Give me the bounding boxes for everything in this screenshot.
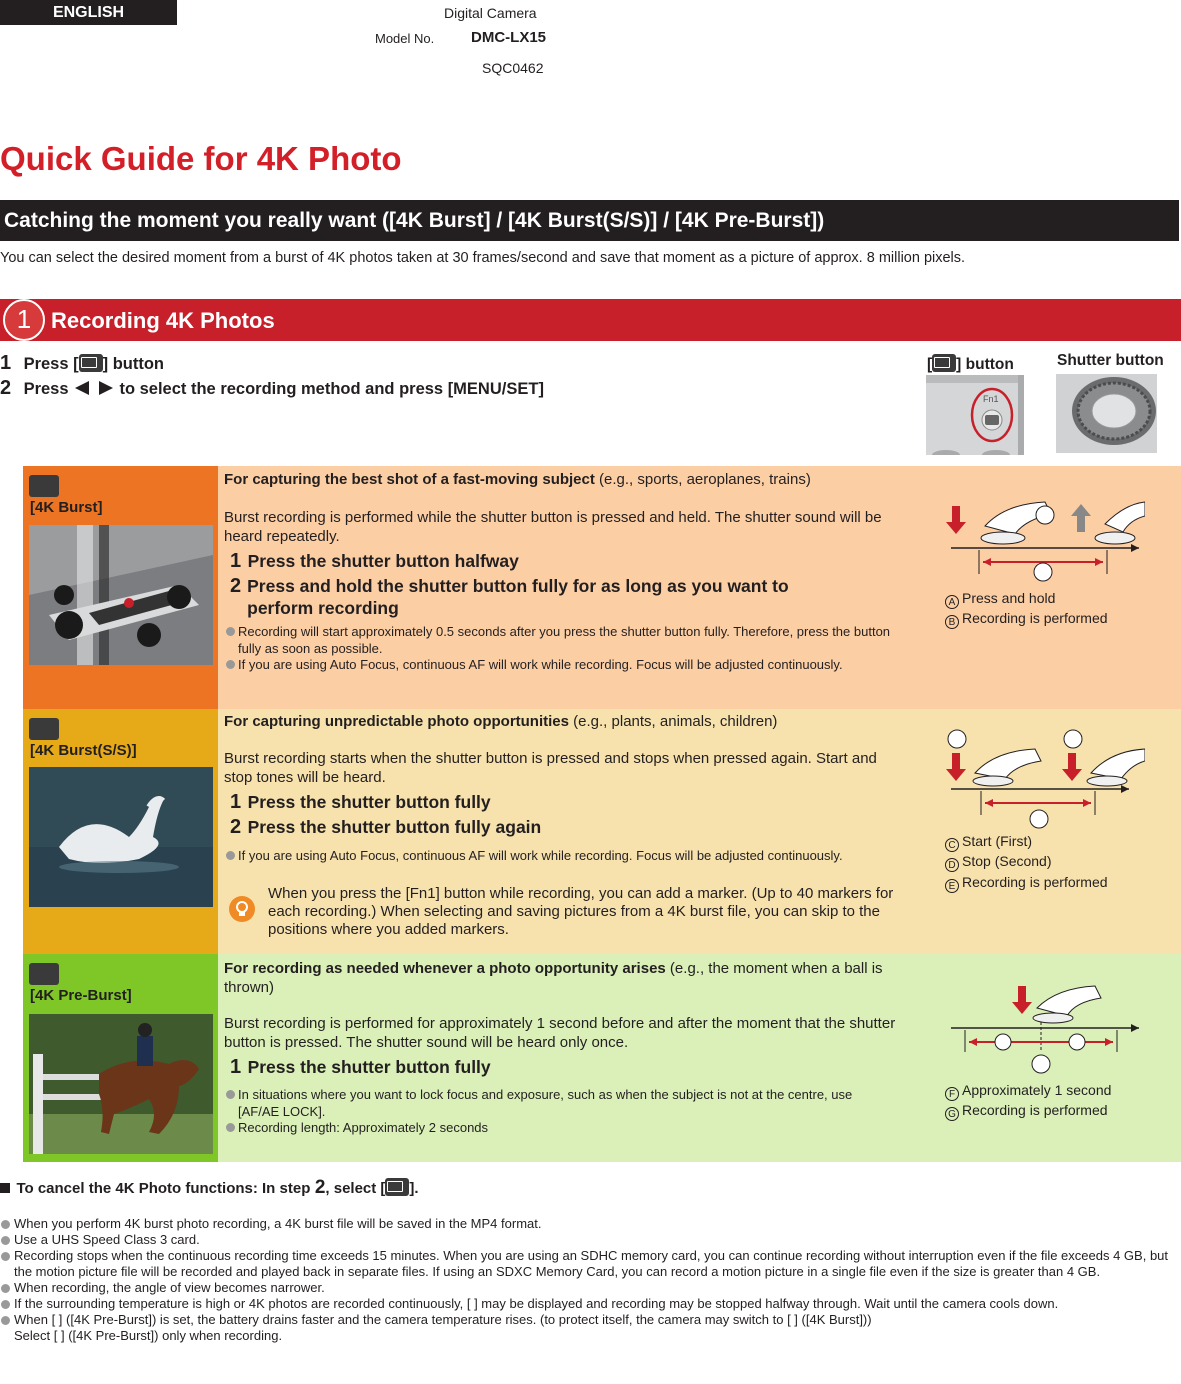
- 4k-button-label: [927, 354, 1014, 374]
- square-bullet-icon: [0, 1183, 10, 1193]
- step-text-post: ] button: [102, 355, 165, 373]
- headline-bold: For capturing the best shot of a fast-moving subject: [224, 471, 595, 488]
- shutter-button-photo: [1056, 374, 1157, 453]
- mode-step-1: [230, 1056, 491, 1079]
- footnote: [0, 1216, 1181, 1232]
- headline-bold: For recording as needed whenever a photo opportunity arises: [224, 960, 666, 977]
- legend-text: Recording is performed: [962, 610, 1108, 626]
- page-title: Quick Guide for 4K Photo: [0, 140, 402, 177]
- recording-step-1: [0, 352, 164, 375]
- headline-bold: For capturing unpredictable photo opportunities: [224, 713, 569, 730]
- horse-jump-photo: [29, 1014, 213, 1154]
- bullet-icon: [1, 1284, 10, 1293]
- recording-heading: Recording 4K Photos: [51, 308, 275, 333]
- footnote-text: Select [ ] ([4K Pre-Burst]) only when recording.: [14, 1328, 283, 1343]
- note: [226, 847, 846, 864]
- mode-step-1: [230, 791, 491, 814]
- fn1-label: Fn1: [983, 394, 999, 404]
- note: [226, 1119, 866, 1136]
- mode-step-2: [230, 575, 850, 619]
- headline: [224, 959, 924, 997]
- headline-rest: (e.g., plants, animals, children): [569, 713, 778, 730]
- tip-text: When you press the [Fn1] button while recording, you can add a marker. (Up to 40 markers for each recording.) When selecting and saving pictures from a 4K burst file, you can skip to the positions where you added markers.: [268, 885, 894, 938]
- 4k-burst-ss-description-cell: [218, 709, 1181, 954]
- footnote: [0, 1280, 1181, 1296]
- note-text: In situations where you want to lock focus and exposure, such as when the subject is not at the centre, use [AF/AE LOCK].: [238, 1087, 853, 1119]
- legend-text: Start (First): [962, 833, 1032, 849]
- note-text: If you are using Auto Focus, continuous AF will work while recording. Focus will be adjusted continuously.: [238, 657, 843, 672]
- cancel-instruction: [0, 1177, 419, 1199]
- legend-text: Recording is performed: [962, 874, 1108, 890]
- legend-key: E: [945, 879, 959, 893]
- bullet-icon: [1, 1220, 10, 1229]
- 4k-pre-burst-description-cell: [218, 954, 1181, 1162]
- note: [226, 623, 906, 657]
- note: [226, 1086, 866, 1120]
- headline: [224, 470, 924, 489]
- footnotes: [0, 1216, 1181, 1344]
- model-label: Model No.: [375, 31, 435, 46]
- note-text: Recording will start approximately 0.5 seconds after you press the shutter button fully. Therefore, press the button fully as soon as possible.: [238, 624, 891, 656]
- legend-text: Approximately 1 second: [962, 1082, 1112, 1098]
- bullet-icon: [1, 1252, 10, 1261]
- footnote: [0, 1232, 1181, 1248]
- step-number: 1: [230, 550, 242, 572]
- mode-step-2: [230, 816, 541, 839]
- cancel-step-number: 2: [314, 1177, 326, 1198]
- footnote: [0, 1248, 1181, 1280]
- step-text-pre: Press: [23, 380, 69, 398]
- note: [226, 656, 846, 673]
- legend-text: Press and hold: [962, 590, 1056, 606]
- bullet-icon: [226, 660, 235, 669]
- pre-burst-diagram: [945, 982, 1145, 1078]
- bullet-icon: [1, 1236, 10, 1245]
- description: Burst recording is performed while the shutter button is pressed and held. The shutter sound will be heard repeatedly.: [224, 509, 882, 545]
- step-number: 1: [0, 352, 12, 374]
- legend-key: G: [945, 1107, 959, 1121]
- step-text: Press the shutter button fully: [247, 792, 491, 812]
- footnote-text: If the surrounding temperature is high or 4K photos are recorded continuously, [ ] may be displayed and recording may be stopped halfway through. Wait until the camera cools down.: [14, 1296, 1059, 1311]
- bullet-icon: [226, 1090, 235, 1099]
- legend-key: F: [945, 1087, 959, 1101]
- step-text: Press the shutter button fully: [247, 1057, 491, 1077]
- 4k-burst-ss-mode-cell: [23, 709, 218, 954]
- step-text: Press and hold the shutter button fully for as long as you want to perform recording: [247, 576, 789, 618]
- bullet-icon: [226, 627, 235, 636]
- 4k-burst-ss-mode-icon: [29, 718, 59, 740]
- cancel-text-pre: To cancel the 4K Photo functions: In step: [16, 1180, 311, 1197]
- step-number: 1: [230, 1056, 242, 1078]
- mode-label: [4K Pre-Burst]: [30, 987, 132, 1004]
- start-stop-diagram: [945, 729, 1145, 831]
- mode-label: [4K Burst(S/S)]: [30, 742, 137, 759]
- shutter-button-label: Shutter button: [1057, 352, 1164, 369]
- left-right-arrows-icon: [73, 380, 115, 396]
- bullet-icon: [1, 1316, 10, 1325]
- recording-step-2: [0, 377, 544, 400]
- headline-rest: (e.g., the moment when a ball is thrown): [224, 960, 883, 996]
- model-number: DMC-LX15: [471, 29, 547, 46]
- legend-text: Stop (Second): [962, 853, 1052, 869]
- footnote: [0, 1312, 1181, 1328]
- 4k-burst-icon: [79, 354, 103, 372]
- lightbulb-icon: [228, 895, 256, 923]
- step-number: 1: [230, 791, 242, 813]
- legend-key: B: [945, 615, 959, 629]
- product-type: Digital Camera: [444, 5, 537, 21]
- 4k-off-icon: [385, 1178, 409, 1196]
- section-intro: You can select the desired moment from a burst of 4K photos taken at 30 frames/second and save that moment as a picture of approx. 8 million pixels.: [0, 250, 966, 266]
- footnote-text: When [ ] ([4K Pre-Burst]) is set, the battery drains faster and the camera temperature rises. (to protect itself, the camera may switch to [ ] ([4K Burst])): [14, 1312, 872, 1327]
- step-text: Press the shutter button fully again: [247, 817, 542, 837]
- swan-photo: [29, 767, 213, 907]
- footnote-text: When you perform 4K burst photo recording, a 4K burst file will be saved in the MP4 format.: [14, 1216, 542, 1231]
- doc-code: SQC0462: [482, 60, 544, 76]
- legend-item: [945, 1082, 1111, 1101]
- recording-section-number: 1: [3, 299, 45, 341]
- 4k-pre-burst-mode-icon: [29, 963, 59, 985]
- button-label-post: ] button: [956, 356, 1014, 373]
- footnote-text: Recording stops when the continuous recording time exceeds 15 minutes. When you are using an SDHC memory card, you can continue recording without interruption even if the file exceeds 4 GB, but the motion picture file will be recorded and played back in separate files. If using an SDXC Memory Card, you can record a motion picture in a single file even if the size is greater than 4 GB.: [14, 1248, 1169, 1279]
- footnote-text: When recording, the angle of view becomes narrower.: [14, 1280, 325, 1295]
- 4k-burst-description-cell: [218, 466, 1181, 709]
- 4k-burst-mode-icon: [29, 475, 59, 497]
- step-text: Press the shutter button halfway: [247, 551, 519, 571]
- button-label-pre: [: [927, 356, 933, 373]
- headline-rest: (e.g., sports, aeroplanes, trains): [594, 471, 811, 488]
- step-number: 2: [0, 377, 12, 399]
- note-text: If you are using Auto Focus, continuous AF will work while recording. Focus will be adjusted continuously.: [238, 848, 843, 863]
- note-text: Recording length: Approximately 2 seconds: [238, 1120, 489, 1135]
- step-number: 2: [230, 575, 242, 597]
- step-number: 2: [230, 816, 242, 838]
- section-heading: Catching the moment you really want ([4K Burst] / [4K Burst(S/S)] / [4K Pre-Burst]): [0, 200, 1179, 241]
- step-text-post: to select the recording method and press [MENU/SET]: [119, 380, 544, 398]
- footnote-continuation: [0, 1328, 1181, 1344]
- mode-step-1: [230, 550, 870, 573]
- bullet-icon: [1, 1300, 10, 1309]
- description: Burst recording is performed for approximately 1 second before and after the moment that the shutter button is pressed. The shutter sound will be heard only once.: [224, 1015, 896, 1051]
- bullet-icon: [226, 1123, 235, 1132]
- legend-key: D: [945, 858, 959, 872]
- cancel-text-mid: , select [: [325, 1180, 386, 1197]
- bullet-icon: [226, 851, 235, 860]
- legend-item: [945, 590, 1055, 609]
- legend-item: [945, 874, 1108, 893]
- legend-item: [945, 833, 1032, 852]
- language-label: ENGLISH: [0, 0, 177, 25]
- cancel-text-post: ].: [409, 1180, 419, 1197]
- 4k-pre-burst-mode-cell: [23, 954, 218, 1162]
- footnote-text: Use a UHS Speed Class 3 card.: [14, 1232, 200, 1247]
- legend-key: C: [945, 838, 959, 852]
- description: Burst recording starts when the shutter button is pressed and stops when pressed again. Start and stop tones will be heard.: [224, 750, 877, 786]
- legend-item: [945, 853, 1052, 872]
- legend-item: [945, 1102, 1108, 1121]
- step-text-pre: Press [: [23, 355, 79, 373]
- 4k-burst-icon: [932, 354, 956, 372]
- mode-label: [4K Burst]: [30, 499, 103, 516]
- footnote: [0, 1296, 1181, 1312]
- press-and-hold-diagram: [945, 494, 1145, 586]
- 4k-burst-mode-cell: [23, 466, 218, 709]
- legend-key: A: [945, 595, 959, 609]
- legend-text: Recording is performed: [962, 1102, 1108, 1118]
- 4k-button-photo: [926, 375, 1024, 455]
- headline: [224, 712, 924, 731]
- legend-item: [945, 610, 1108, 629]
- race-car-photo: [29, 525, 213, 665]
